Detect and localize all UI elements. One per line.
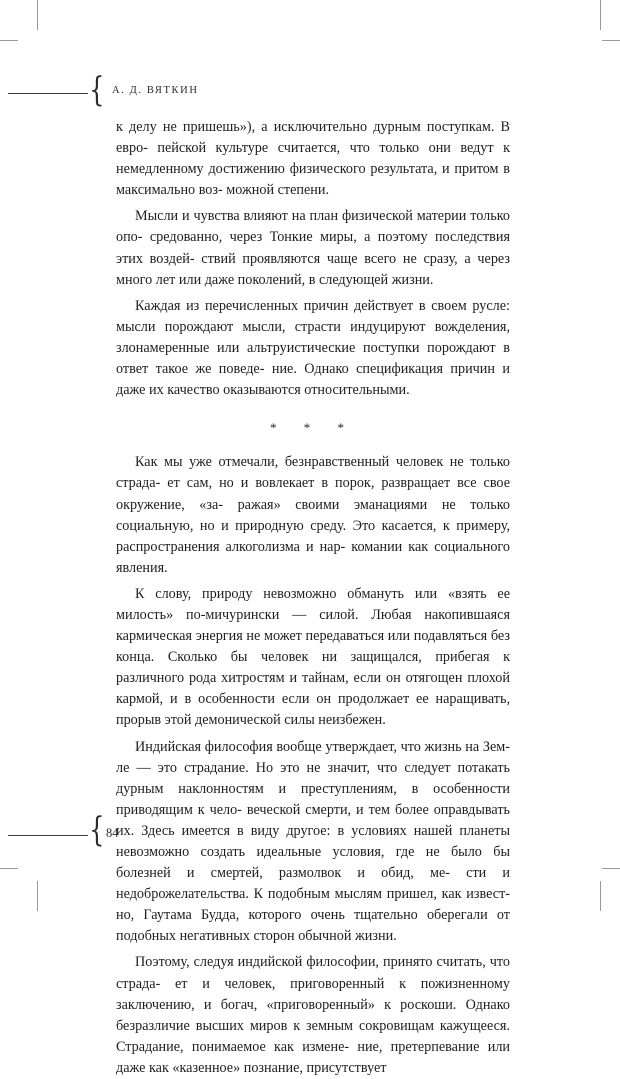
page-number: 84	[106, 826, 119, 840]
paragraph: Каждая из перечисленных причин действует в своем русле: мысли порождают мысли, страсти индуцируют вожделения, злонамеренные или альтруистические поступки порождают в ответ такое же поведе- ние. Однако спецификация причин и даже их качество оказываются относительными.	[116, 297, 510, 399]
body-text	[116, 117, 510, 1079]
footer-brace-icon: {	[89, 810, 105, 850]
footer-rule	[8, 835, 88, 836]
paragraph: Мысли и чувства влияют на план физической материи только опо- средованно, через Тонкие миры, а поэтому последствия этих воздей- ствий проявляются чаще всего не сразу, а через много лет или даже поколений, в следующей жизни.	[116, 208, 510, 288]
running-head-author: А. Д. ВЯТКИН	[112, 85, 199, 96]
paragraph: Индийская философия вообще утверждает, что жизнь на Зем- ле — это страдание. Но это не значит, что следует потакать дурным наклонностям и преступлениям, в особенности приводящим к чело- веческой смерти, и тем более оправдывать их. Здесь имеется в виду другое: в условиях нашей планеты невозможно создать идеальные условия, где не было бы болезней и смертей, размолвок и обид, ме- сти и недоброжелательства. К подобным мыслям пришел, как извест- но, Гаутама Будда, которого очень тщательно оберегали от подобных негативных сторон обычной жизни.	[116, 738, 510, 945]
crop-mark	[0, 868, 18, 869]
crop-mark	[600, 0, 601, 30]
crop-mark	[0, 40, 18, 41]
header-rule	[8, 93, 88, 94]
crop-mark	[37, 0, 38, 30]
crop-mark	[37, 881, 38, 911]
crop-mark	[602, 40, 620, 41]
paragraph: К слову, природу невозможно обмануть или «взять ее милость» по-мичурински — силой. Любая накопившаяся кармическая энергия не может передаваться или подавляться без конца. Сколько бы человек ни защищался, прибегая к различного рода хитростям и тайнам, если он отягощен плохой кармой, и в особенности если он продолжает ее наращивать, прорыв этой демонической силы неизбежен.	[116, 585, 510, 729]
paragraph: Как мы уже отмечали, безнравственный человек не только страда- ет сам, но и вовлекает в порок, развращает все свое окружение, «за- ражая» своими эманациями не только социальную, но и природную среду. Это касается, к примеру, распространения алкоголизма и нар- комании как социального явления.	[116, 454, 510, 576]
section-break: * * *	[270, 420, 356, 436]
crop-mark	[600, 881, 601, 911]
paragraph: к делу не пришешь»), а исключительно дурным поступкам. В евро- пейской культуре считается, что только они ведут к немедленному достижению физического результата, и притом в максимально воз- можной степени.	[116, 119, 510, 199]
crop-mark	[602, 868, 620, 869]
paragraph: Поэтому, следуя индийской философии, принято считать, что страда- ет и человек, приговоренный к пожизненному заключению, и богач, «приговоренный» к роскоши. Однако безразличие высших миров к земным сокровищам кажущееся. Страдание, понимаемое как измене- ние, претерпевание или даже как «казенное» познание, присутствует	[116, 954, 510, 1076]
header-brace-icon: {	[89, 70, 105, 110]
